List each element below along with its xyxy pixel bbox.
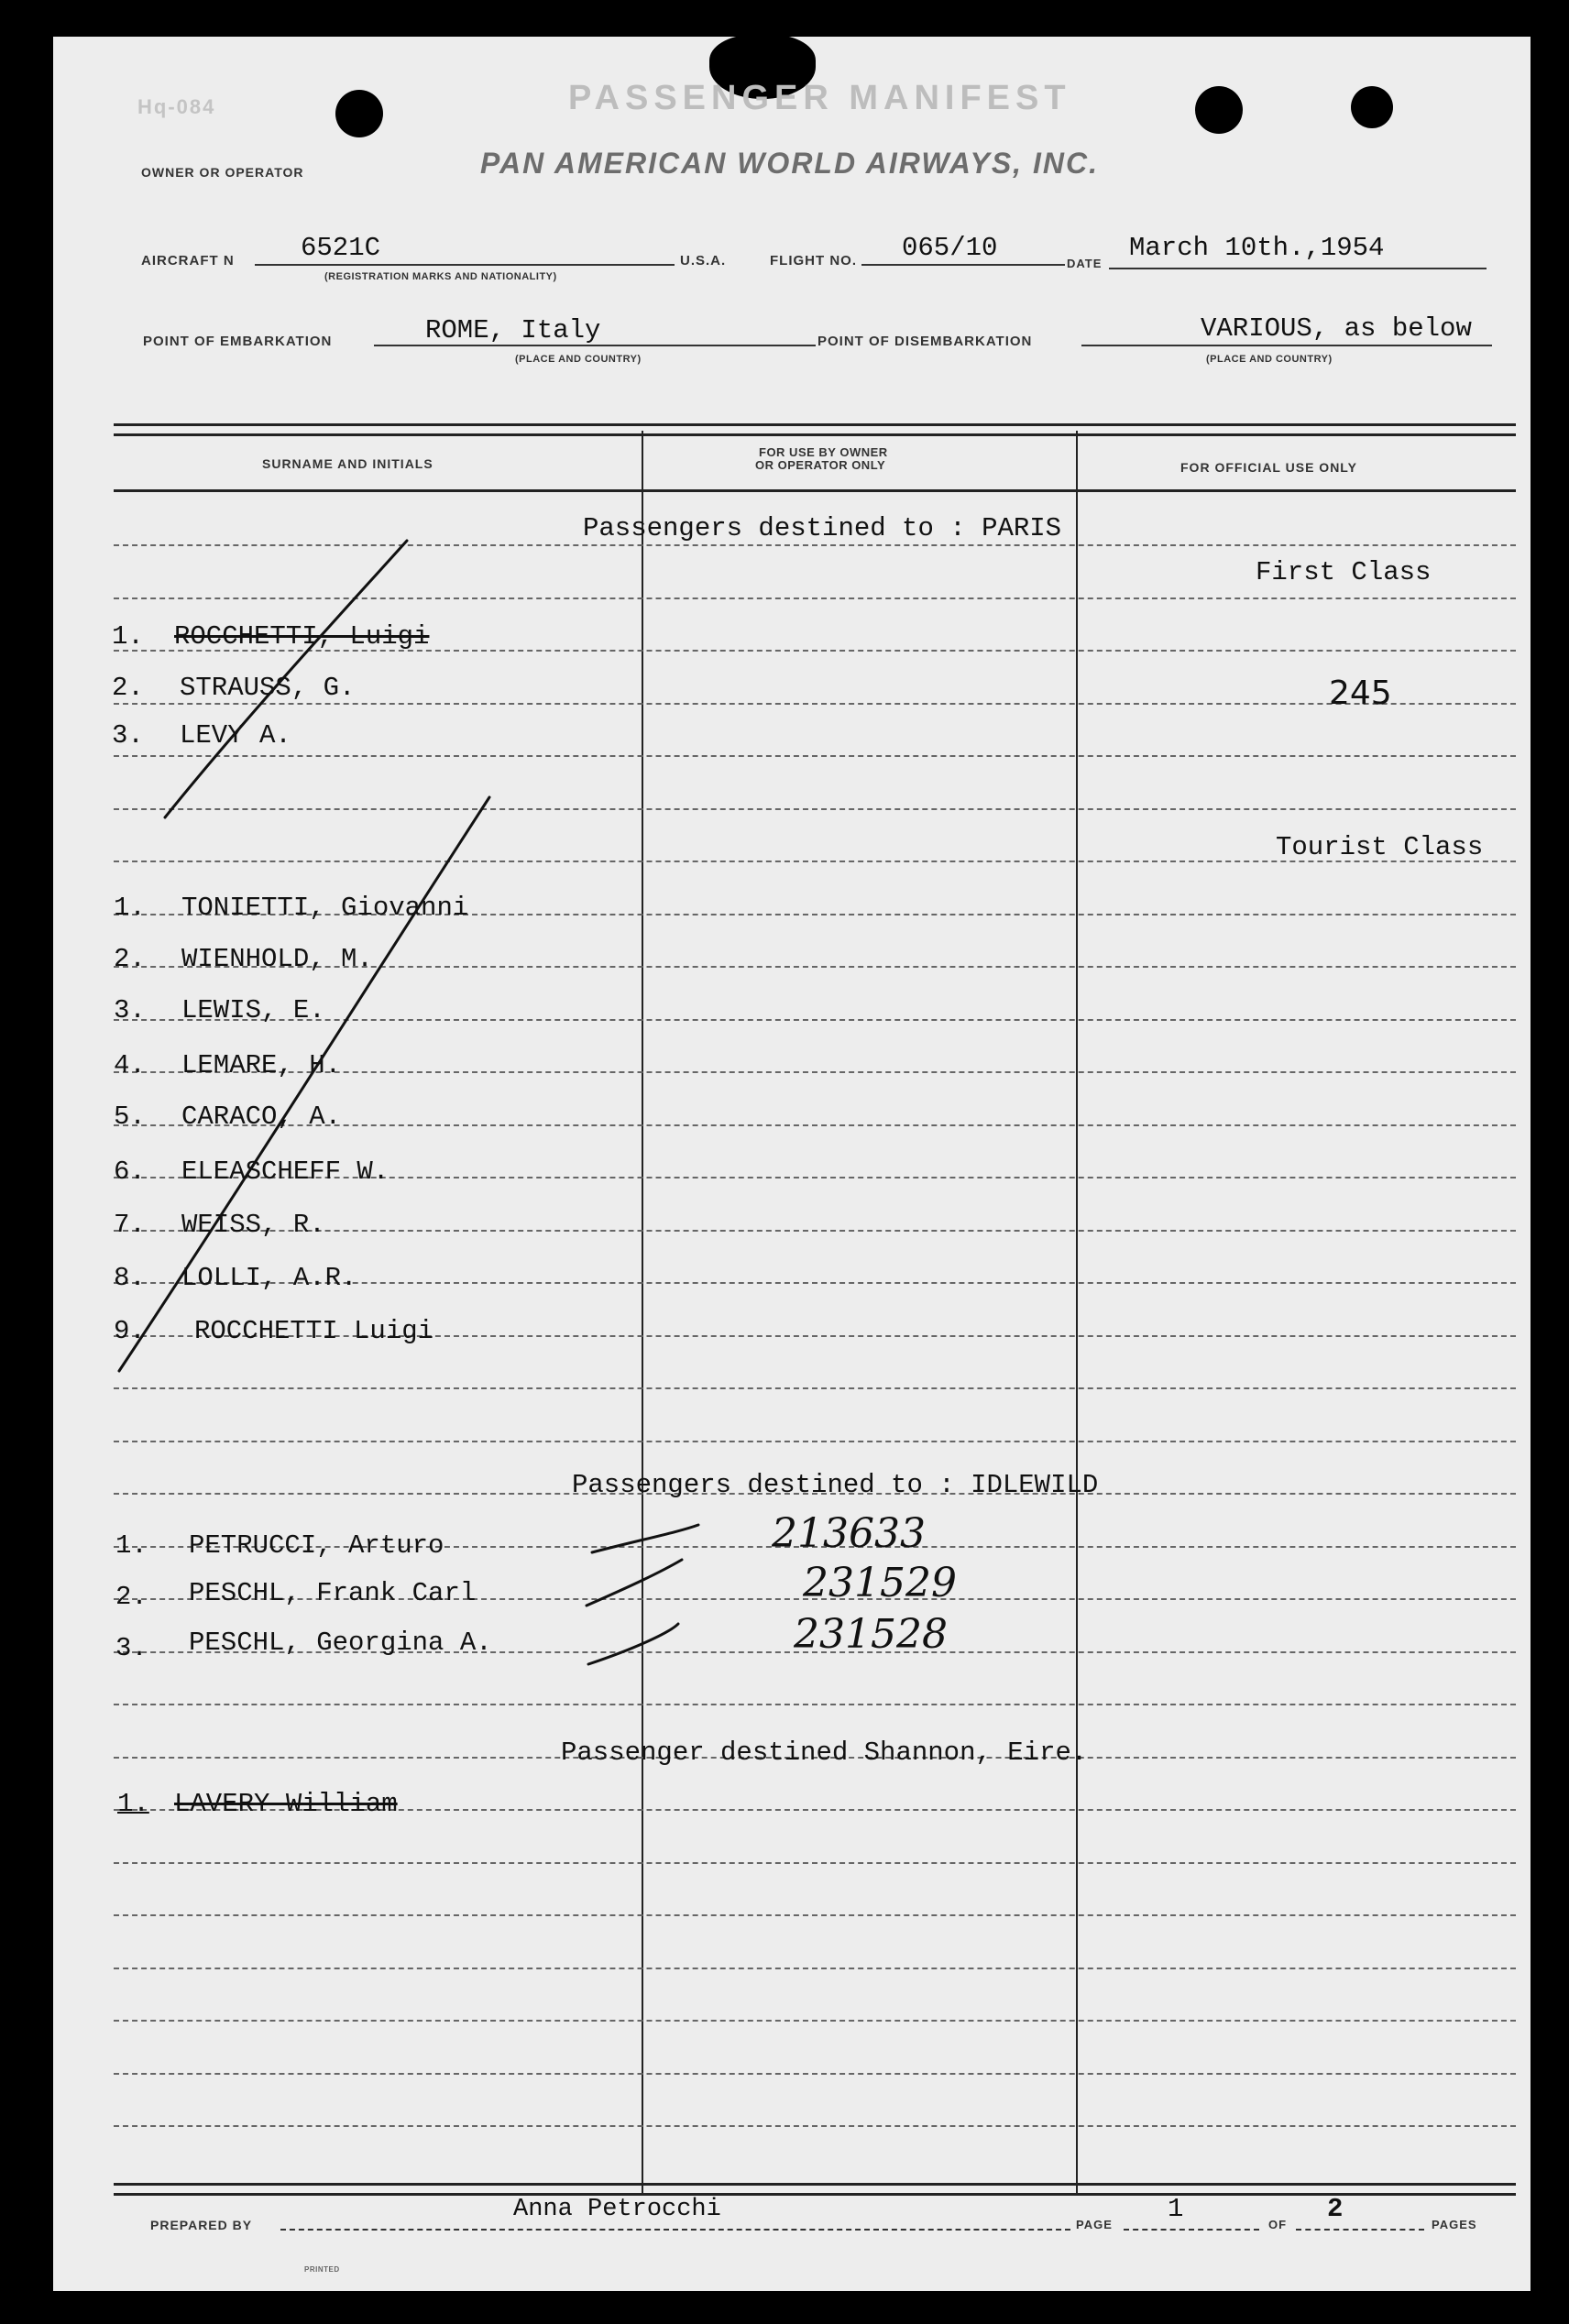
printed-stamp: PRINTED: [304, 2265, 340, 2274]
tourist-cancel-stroke: [119, 797, 489, 1371]
stamp-code: Hq-084: [137, 95, 216, 118]
tourist-class-label: Tourist Class: [1276, 832, 1484, 862]
pages-label: PAGES: [1432, 2218, 1477, 2231]
date-value: March 10th.,1954: [1129, 233, 1385, 263]
first-class-name-3: LEVY A.: [180, 720, 291, 751]
tourist-num-2: 2.: [114, 944, 146, 974]
tourist-num-5: 5.: [114, 1102, 146, 1132]
idlewild-tick-2: [587, 1560, 682, 1606]
airline-name: PAN AMERICAN WORLD AIRWAYS, INC.: [480, 147, 1099, 180]
column-owner-header-line2: OR OPERATOR ONLY: [755, 458, 886, 472]
idlewild-num-1: 1.: [115, 1530, 148, 1561]
idlewild-heading: Passengers destined to : IDLEWILD: [572, 1470, 1099, 1500]
shannon-name-1: LAVERY William: [174, 1789, 398, 1819]
disembark-value: VARIOUS, as below: [1201, 313, 1472, 344]
column-owner-header-line1: FOR USE BY OWNER: [759, 445, 888, 459]
date-label: DATE: [1067, 257, 1103, 270]
embark-note: (PLACE AND COUNTRY): [515, 354, 642, 365]
first-class-name-2: STRAUSS, G.: [180, 673, 356, 703]
prepared-label: PREPARED BY: [150, 2218, 253, 2232]
idlewild-name-3: PESCHL, Georgina A.: [189, 1628, 492, 1658]
flight-label: FLIGHT NO.: [770, 253, 857, 269]
tourist-name-2: WIENHOLD, M.: [181, 944, 373, 974]
column-surname-header: SURNAME AND INITIALS: [262, 456, 433, 471]
first-class-name-1: ROCCHETTI, Luigi: [174, 621, 430, 652]
flight-value: 065/10: [902, 233, 998, 263]
idlewild-tick-1: [592, 1525, 698, 1552]
tourist-name-7: WEISS, R.: [181, 1210, 325, 1240]
tourist-name-4: LEMARE, H.: [181, 1050, 342, 1080]
of-label: OF: [1268, 2218, 1288, 2231]
idlewild-code-2: 231529: [803, 1560, 957, 1606]
first-class-num-3: 3.: [112, 720, 144, 751]
shannon-num-1: 1.: [117, 1789, 149, 1819]
tourist-name-6: ELEASCHEFF W.: [181, 1157, 390, 1187]
idlewild-tick-3: [588, 1624, 678, 1664]
disembark-note: (PLACE AND COUNTRY): [1206, 354, 1333, 365]
first-class-label: First Class: [1256, 557, 1432, 587]
of-value: 2: [1327, 2194, 1344, 2224]
first-class-cancel-stroke: [165, 541, 407, 817]
tourist-num-9: 9.: [114, 1316, 146, 1346]
tourist-name-5: CARACO, A.: [181, 1102, 342, 1132]
idlewild-num-2: 2.: [115, 1582, 148, 1612]
idlewild-code-1: 213633: [772, 1510, 926, 1557]
embark-label: POINT OF EMBARKATION: [143, 334, 333, 349]
embark-value: ROME, Italy: [425, 315, 601, 345]
form-title: PASSENGER MANIFEST: [568, 79, 1071, 117]
shannon-heading: Passenger destined Shannon, Eire.: [561, 1738, 1088, 1768]
tourist-num-3: 3.: [114, 995, 146, 1025]
paris-heading: Passengers destined to : PARIS: [583, 513, 1062, 543]
idlewild-code-3: 231528: [794, 1611, 948, 1658]
page-label: PAGE: [1076, 2218, 1113, 2231]
first-class-number: 245: [1329, 674, 1392, 712]
first-class-num-2: 2.: [112, 673, 144, 703]
tourist-name-1: TONIETTI, Giovanni: [181, 893, 469, 923]
tourist-name-3: LEWIS, E.: [181, 995, 325, 1025]
first-class-num-1: 1.: [112, 621, 144, 652]
prepared-value: Anna Petrocchi: [513, 2196, 721, 2223]
disembark-label: POINT OF DISEMBARKATION: [817, 334, 1033, 349]
tourist-name-9: ROCCHETTI Luigi: [194, 1316, 434, 1346]
column-official-header: FOR OFFICIAL USE ONLY: [1180, 460, 1357, 475]
tourist-num-1: 1.: [114, 893, 146, 923]
aircraft-value: 6521C: [301, 233, 381, 263]
tourist-num-6: 6.: [114, 1157, 146, 1187]
registration-note: (REGISTRATION MARKS AND NATIONALITY): [324, 271, 557, 282]
idlewild-name-2: PESCHL, Frank Carl: [189, 1578, 477, 1608]
idlewild-name-1: PETRUCCI, Arturo: [189, 1530, 444, 1561]
tourist-num-7: 7.: [114, 1210, 146, 1240]
idlewild-num-3: 3.: [115, 1633, 148, 1663]
tourist-num-4: 4.: [114, 1050, 146, 1080]
tourist-num-8: 8.: [114, 1263, 146, 1293]
aircraft-label: AIRCRAFT N: [141, 253, 235, 269]
owner-label: OWNER OR OPERATOR: [141, 165, 304, 180]
page-value: 1: [1168, 2194, 1184, 2224]
usa-label: U.S.A.: [680, 253, 727, 269]
tourist-name-8: LOLLI, A.R.: [181, 1263, 357, 1293]
